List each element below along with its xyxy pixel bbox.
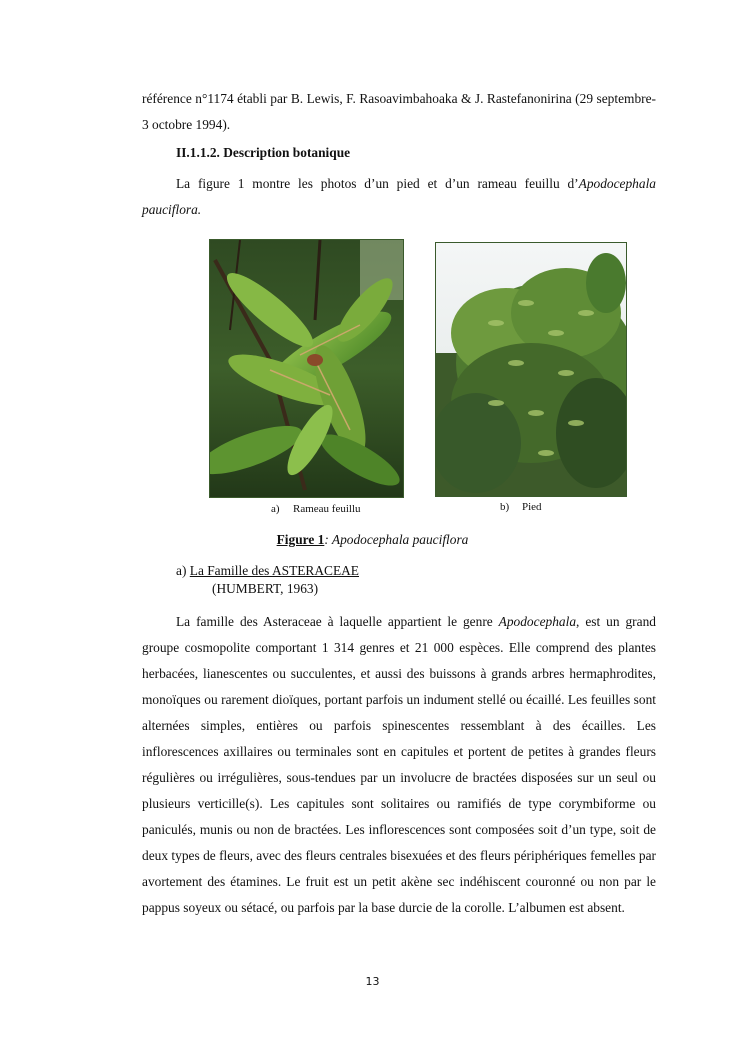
photo-leafy-branch: [209, 239, 404, 498]
panel-b-caption: b) Pied: [500, 501, 542, 513]
subsection-reference: (HUMBERT, 1963): [212, 581, 319, 596]
subsection-heading: a) La Famille des ASTERACEAE (HUMBERT, 1963): [176, 563, 359, 596]
section-intro-paragraph: La figure 1 montre les photos d’un pied et d’un rameau feuillu d’Apodocephala pauciflora.: [142, 176, 656, 217]
intro-paragraph: référence n°1174 établi par B. Lewis, F. Rasoavimbahoaka & J. Rastefanonirina (29 septembre-3 octobre 1994).: [142, 91, 656, 132]
whole-plant-image: [436, 243, 626, 496]
photo-whole-plant: [435, 242, 627, 497]
section-heading: II.1.1.2. Description botanique: [176, 145, 351, 160]
figure-number: Figure 1: [276, 532, 325, 547]
leafy-branch-image: [210, 240, 403, 497]
body-paragraph: La famille des Asteraceae à laquelle appartient le genre Apodocephala, est un grand groupe cosmopolite comportant 1 314 genres et 21 000 espèces. Elle comprend des plantes herbacées, lianescentes ou succulentes, et aussi des buissons à grands arbres hermaphrodites, monoïques ou rarement dioïques, portant parfois un indument stellé ou écaillé. Les feuilles sont alternées simples, entières ou parfois spinescentes ressemblant à des écailles. Les inflorescences axillaires ou terminales sont en capitules et portent de petites à grandes fleurs régulières ou irrégulières, sous-tendues par un involucre de bractées disposées sur un seul ou plusieurs verticille(s). Les capitules sont solitaires ou ramifiés de type corymbiforme ou paniculés, munis ou non de bractées. Les inflorescences sont composées soit d’un type, soit de deux types de fleurs, avec des fleurs centrales bisexuées et des fleurs périphériques femelles par avortement des étamines. Le fruit est un petit akène sec indéhiscent couronné ou non par le pappus soyeux ou sétacé, ou parfois par la base durcie de la corolle. L’albumen est absent.: [142, 614, 656, 915]
subsection-title: La Famille des ASTERACEAE: [189, 563, 359, 578]
page-number: 13: [365, 975, 380, 988]
figure-caption: Figure 1: Apodocephala pauciflora: [276, 532, 469, 547]
genus-name: Apodocephala: [498, 614, 577, 629]
species-name: Apodocephala pauciflora.: [142, 176, 656, 217]
panel-a-caption: a) Rameau feuillu: [271, 503, 361, 515]
